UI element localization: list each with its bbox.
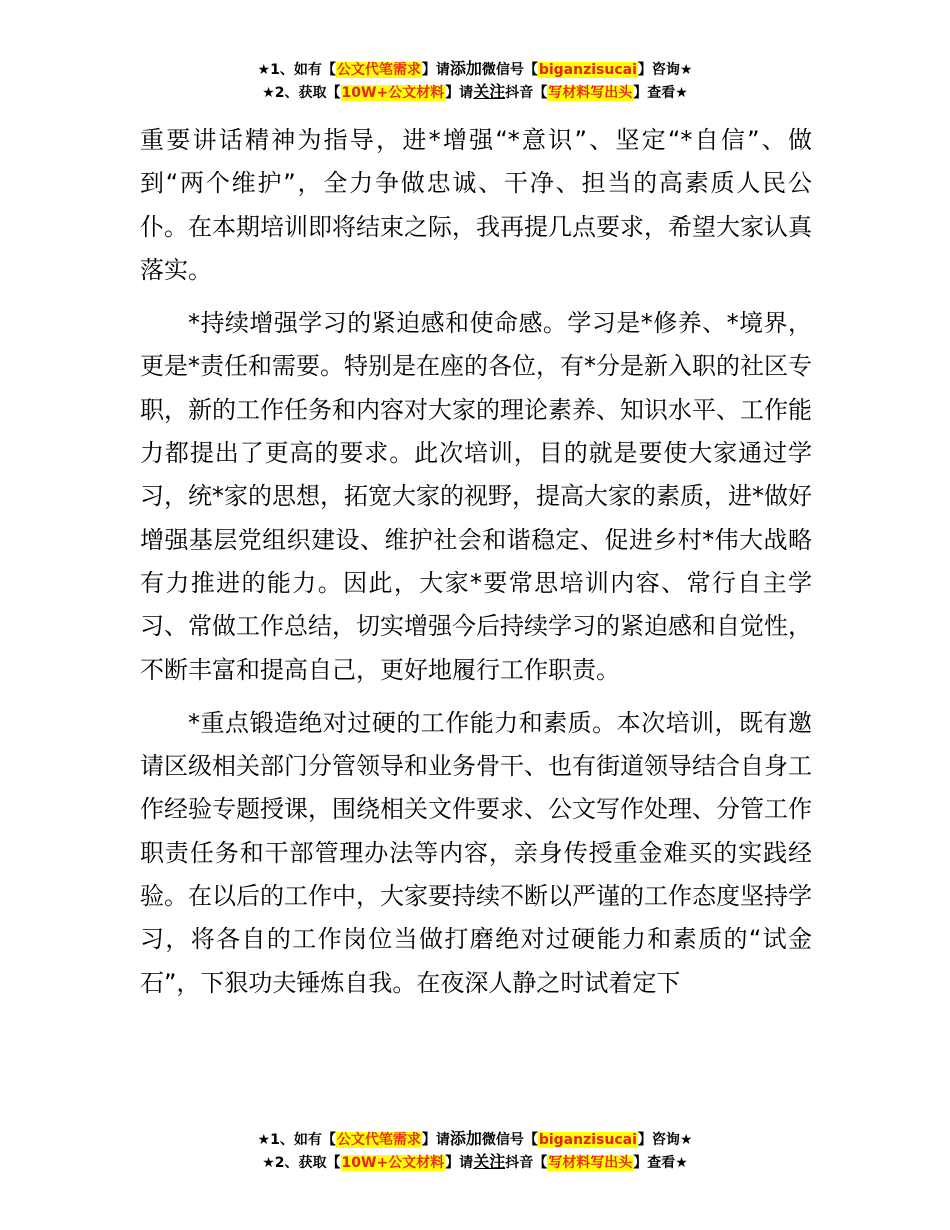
highlight-materials: 10W+公文材料	[341, 85, 445, 101]
paragraph: 重要讲话精神为指导，进*增强“*意识”、坚定“*自信”、做到“两个维护”，全力争做忠诚、干净、担当的高素质人民公仆。在本期培训即将结束之际，我再提几点要求，希望大家认真落实。	[140, 126, 812, 284]
banner-text: 】查看★	[633, 85, 688, 101]
banner-emphasis-underline: 关注	[473, 82, 506, 101]
banner-text: ★2、获取【	[262, 85, 341, 101]
highlight-wechat-id: biganzisucai	[538, 1132, 637, 1148]
banner-line-2	[0, 1151, 950, 1174]
highlight-douyin-account: 写材料写出头	[548, 1155, 633, 1171]
footer-banner	[0, 1128, 950, 1174]
banner-text: 】咨询★	[637, 62, 693, 78]
banner-text: 】请	[445, 1155, 474, 1171]
highlight-douyin-account: 写材料写出头	[548, 85, 633, 101]
banner-text: 抖音【	[505, 1155, 548, 1171]
highlight-writing-service: 公文代笔需求	[336, 62, 421, 78]
banner-text: 抖音【	[505, 85, 548, 101]
paragraph: *重点锻造绝对过硬的工作能力和素质。本次培训，既有邀请区级相关部门分管领导和业务骨干、也有街道领导结合自身工作经验专题授课，围绕相关文件要求、公文写作处理、分管工作职责任务和干部管理办法等内容，亲身传授重金难买的实践经验。在以后的工作中，大家要持续不断以严谨的工作态度坚持学习，将各自的工作岗位当做打磨绝对过硬能力和素质的“试金石”，下狠功夫锤炼自我。在夜深人静之时试着定下	[140, 708, 812, 997]
paragraph: *持续增强学习的紧迫感和使命感。学习是*修养、*境界，更是*责任和需要。特别是在座的各位，有*分是新入职的社区专职，新的工作任务和内容对大家的理论素养、知识水平、工作能力都提出了更高的要求。此次培训，目的就是要使大家通过学习，统*家的思想，拓宽大家的视野，提高大家的素质，进*做好增强基层党组织建设、维护社会和谐稳定、促进乡村*伟大战略有力推进的能力。因此，大家*要常思培训内容、常行自主学习、常做工作总结，切实增强今后持续学习的紧迫感和自觉性，不断丰富和提高自己，更好地履行工作职责。	[140, 309, 812, 684]
document-body	[140, 119, 812, 1005]
banner-text: 】请	[421, 62, 450, 78]
banner-text: 】咨询★	[637, 1132, 693, 1148]
highlight-writing-service: 公文代笔需求	[336, 1132, 421, 1148]
banner-text: 】请	[421, 1132, 450, 1148]
banner-text: ★2、获取【	[262, 1155, 341, 1171]
highlight-materials: 10W+公文材料	[341, 1155, 445, 1171]
banner-line-2	[0, 81, 950, 104]
banner-line-1	[0, 58, 950, 81]
banner-text: 】查看★	[633, 1155, 688, 1171]
banner-text: ★1、如有【	[257, 62, 336, 78]
banner-line-1	[0, 1128, 950, 1151]
banner-text: ★1、如有【	[257, 1132, 336, 1148]
banner-emphasis: 添加	[449, 1129, 482, 1148]
header-banner	[0, 58, 950, 104]
banner-emphasis-underline: 关注	[473, 1152, 506, 1171]
banner-text: 微信号【	[481, 1132, 538, 1148]
banner-text: 】请	[445, 85, 474, 101]
banner-text: 微信号【	[481, 62, 538, 78]
banner-emphasis: 添加	[449, 59, 482, 78]
highlight-wechat-id: biganzisucai	[538, 62, 637, 78]
